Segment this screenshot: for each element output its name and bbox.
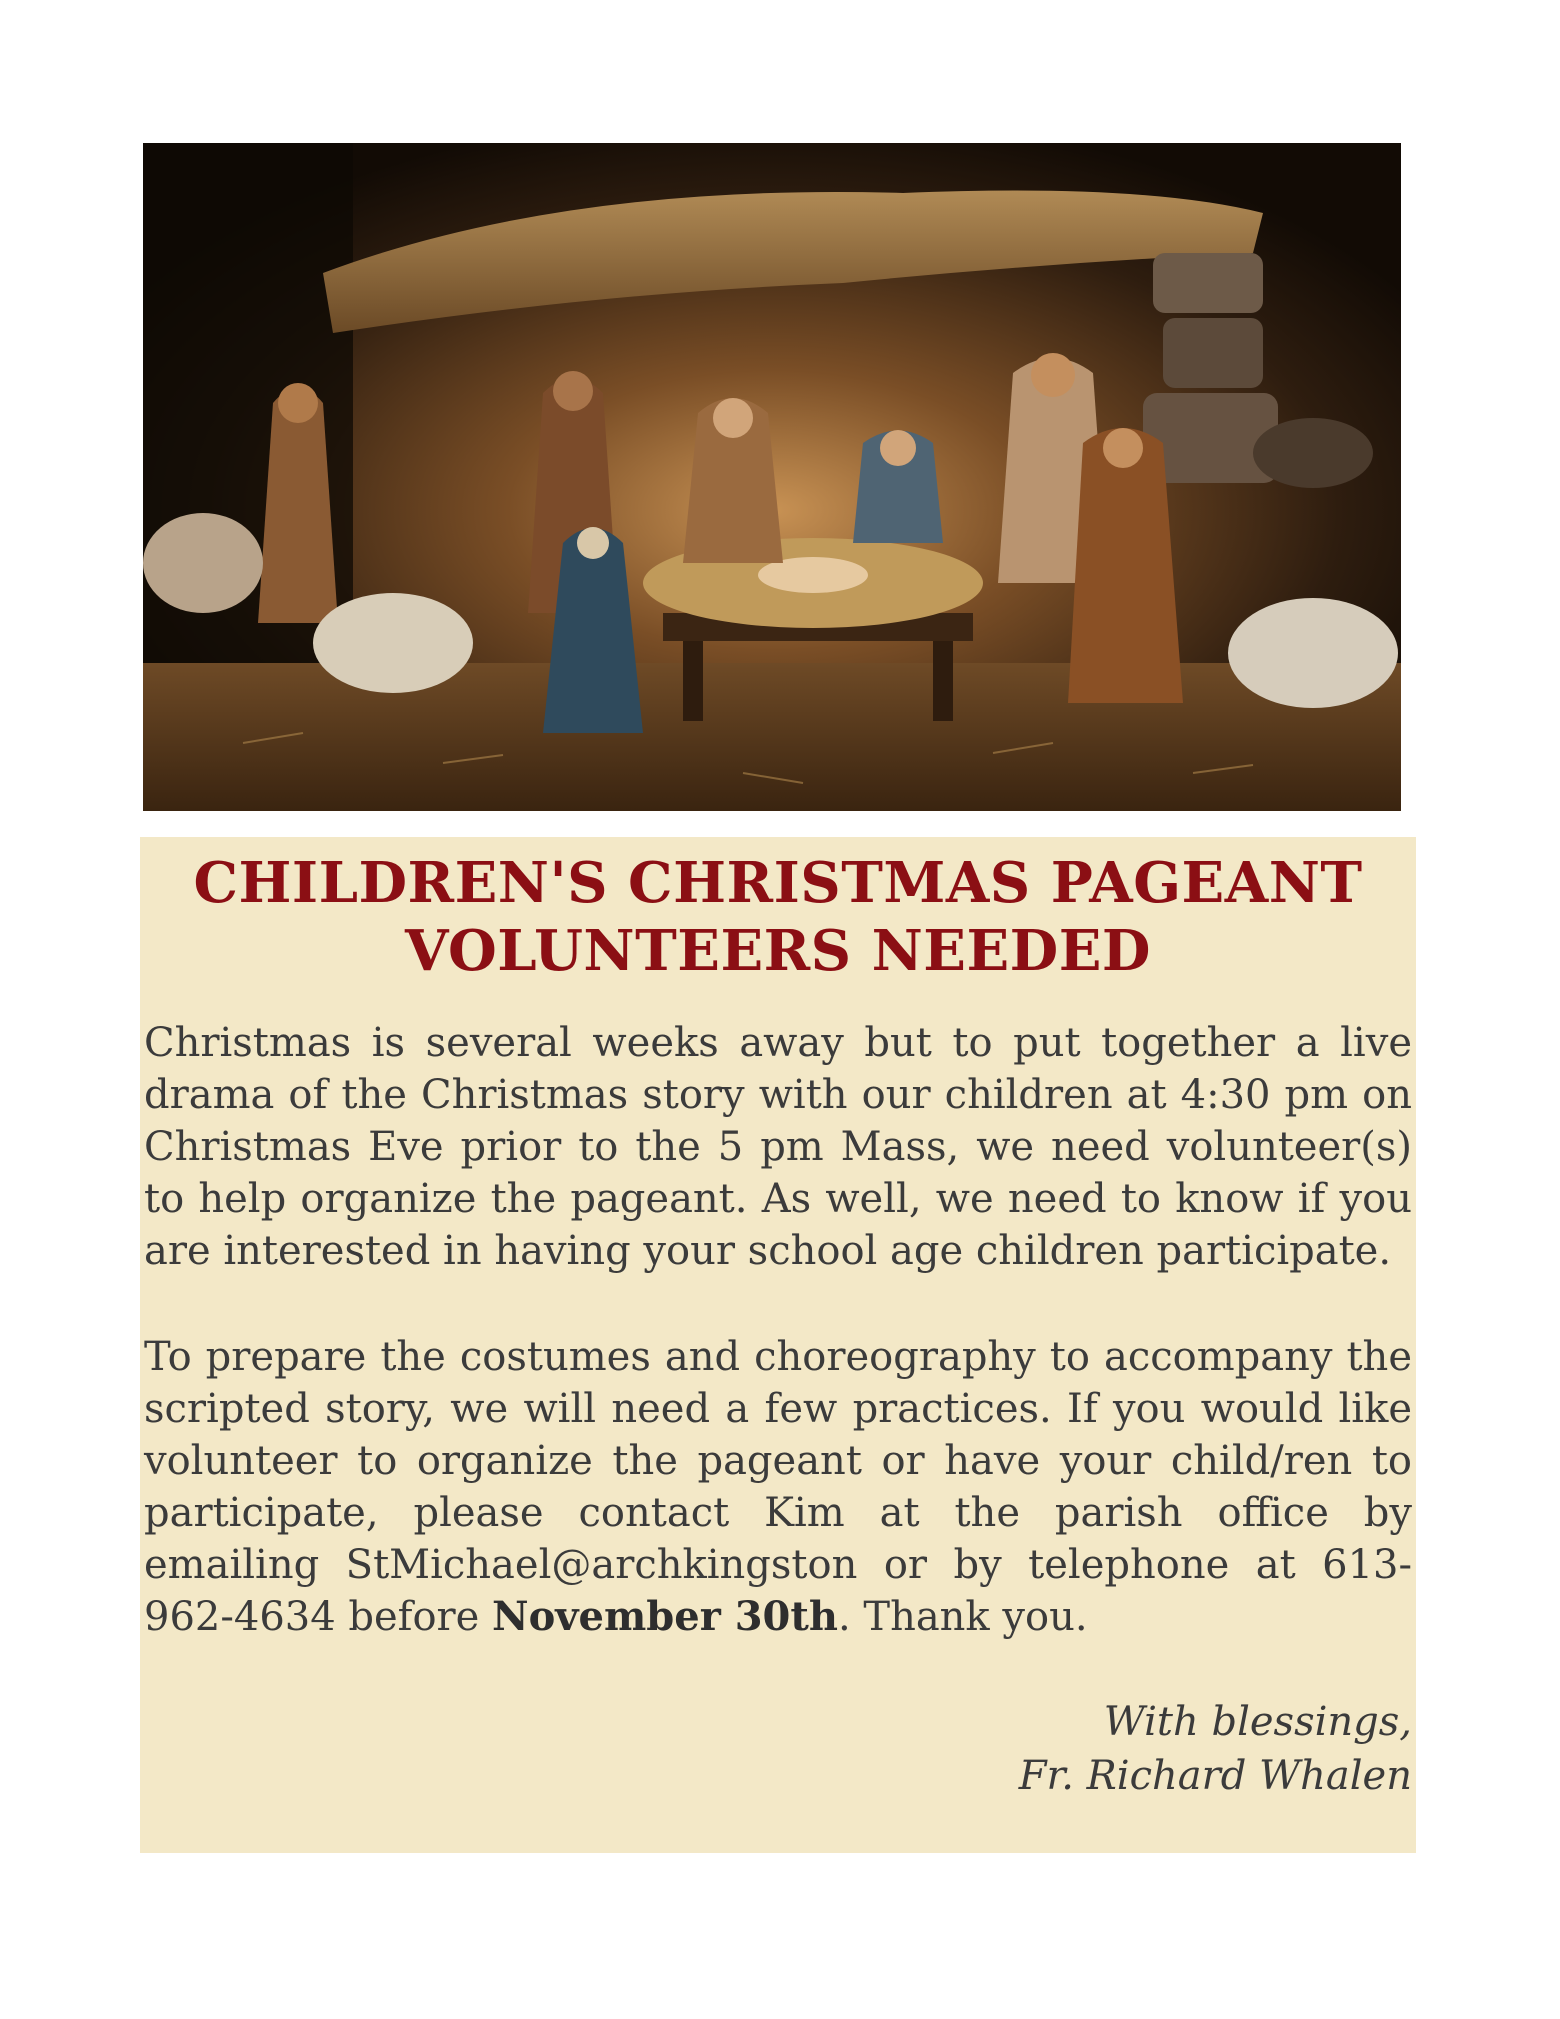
paragraph-2-text: To prepare the costumes and choreography to accompany the scripted story, we will need a few practices. If you would like volunteer to organize the pageant or have your child/ren to participate, please contact Kim at the parish office by emailing StMichael@archkingston or by telephone at 613-962-4634 before (144, 1334, 1412, 1640)
title-line-2: VOLUNTEERS NEEDED (405, 918, 1151, 984)
nativity-scene-photo (143, 143, 1401, 811)
announcement-panel (140, 837, 1416, 1853)
nativity-scene-icon (143, 143, 1401, 811)
deadline-date: November 30th (492, 1593, 838, 1640)
paragraph-2-closing: . Thank you. (837, 1594, 1088, 1640)
signoff (1019, 1695, 1412, 1803)
signoff-name: Fr. Richard Whalen (1018, 1753, 1412, 1799)
signoff-closing: With blessings, (1103, 1699, 1412, 1745)
body-paragraph-1: Christmas is several weeks away but to put together a live drama of the Christmas story with our children at 4:30 pm on Christmas Eve prior to the 5 pm Mass, we need volunteer(s) to help organize the pageant. As well, we need to know if you are interested in having your school age children participate. (144, 1020, 1412, 1274)
title-line-1: CHILDREN'S CHRISTMAS PAGEANT (193, 850, 1363, 916)
page-title (140, 849, 1416, 985)
body-paragraph-2 (144, 1331, 1412, 1643)
